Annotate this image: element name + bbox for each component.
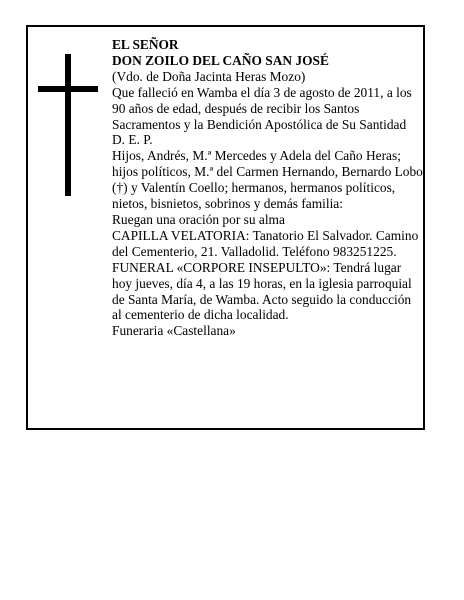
funeral-info: FUNERAL «CORPORE INSEPULTO»: Tendrá lugar hoy jueves, día 4, a las 19 horas, en la iglesia parroquial de Santa María, de Wamba. Acto seguido la conducción al cementerio de dicha localidad. [112,259,412,323]
prayer-request: Ruegan una oración por su alma [112,211,285,227]
obituary-text [112,37,424,339]
deceased-name: DON ZOILO DEL CAÑO SAN JOSÉ [112,52,329,68]
cross-horizontal-bar [38,86,98,92]
family-list: Hijos, Andrés, M.ª Mercedes y Adela del Caño Heras; hijos políticos, M.ª del Carmen Hernando, Bernardo Lobo (†) y Valentín Coello; hermanos, hermanos políticos, nietos, bisnietos, sobrinos y demás familia: [112,148,423,212]
widower-note: (Vdo. de Doña Jacinta Heras Mozo) [112,68,306,84]
rip-line: D. E. P. [112,132,153,148]
death-notice: Que falleció en Wamba el día 3 de agosto de 2011, a los 90 años de edad, después de recibir los Santos Sacramentos y la Bendición Apostólica de Su Santidad [112,84,412,132]
chapel-info: CAPILLA VELATORIA: Tanatorio El Salvador. Camino del Cementerio, 21. Valladolid. Teléfono 983251225. [112,227,419,259]
obituary-title: EL SEÑOR [112,37,179,52]
cross-vertical-bar [65,54,71,196]
funeral-home: Funeraria «Castellana» [112,323,236,339]
latin-cross-icon [38,54,98,196]
